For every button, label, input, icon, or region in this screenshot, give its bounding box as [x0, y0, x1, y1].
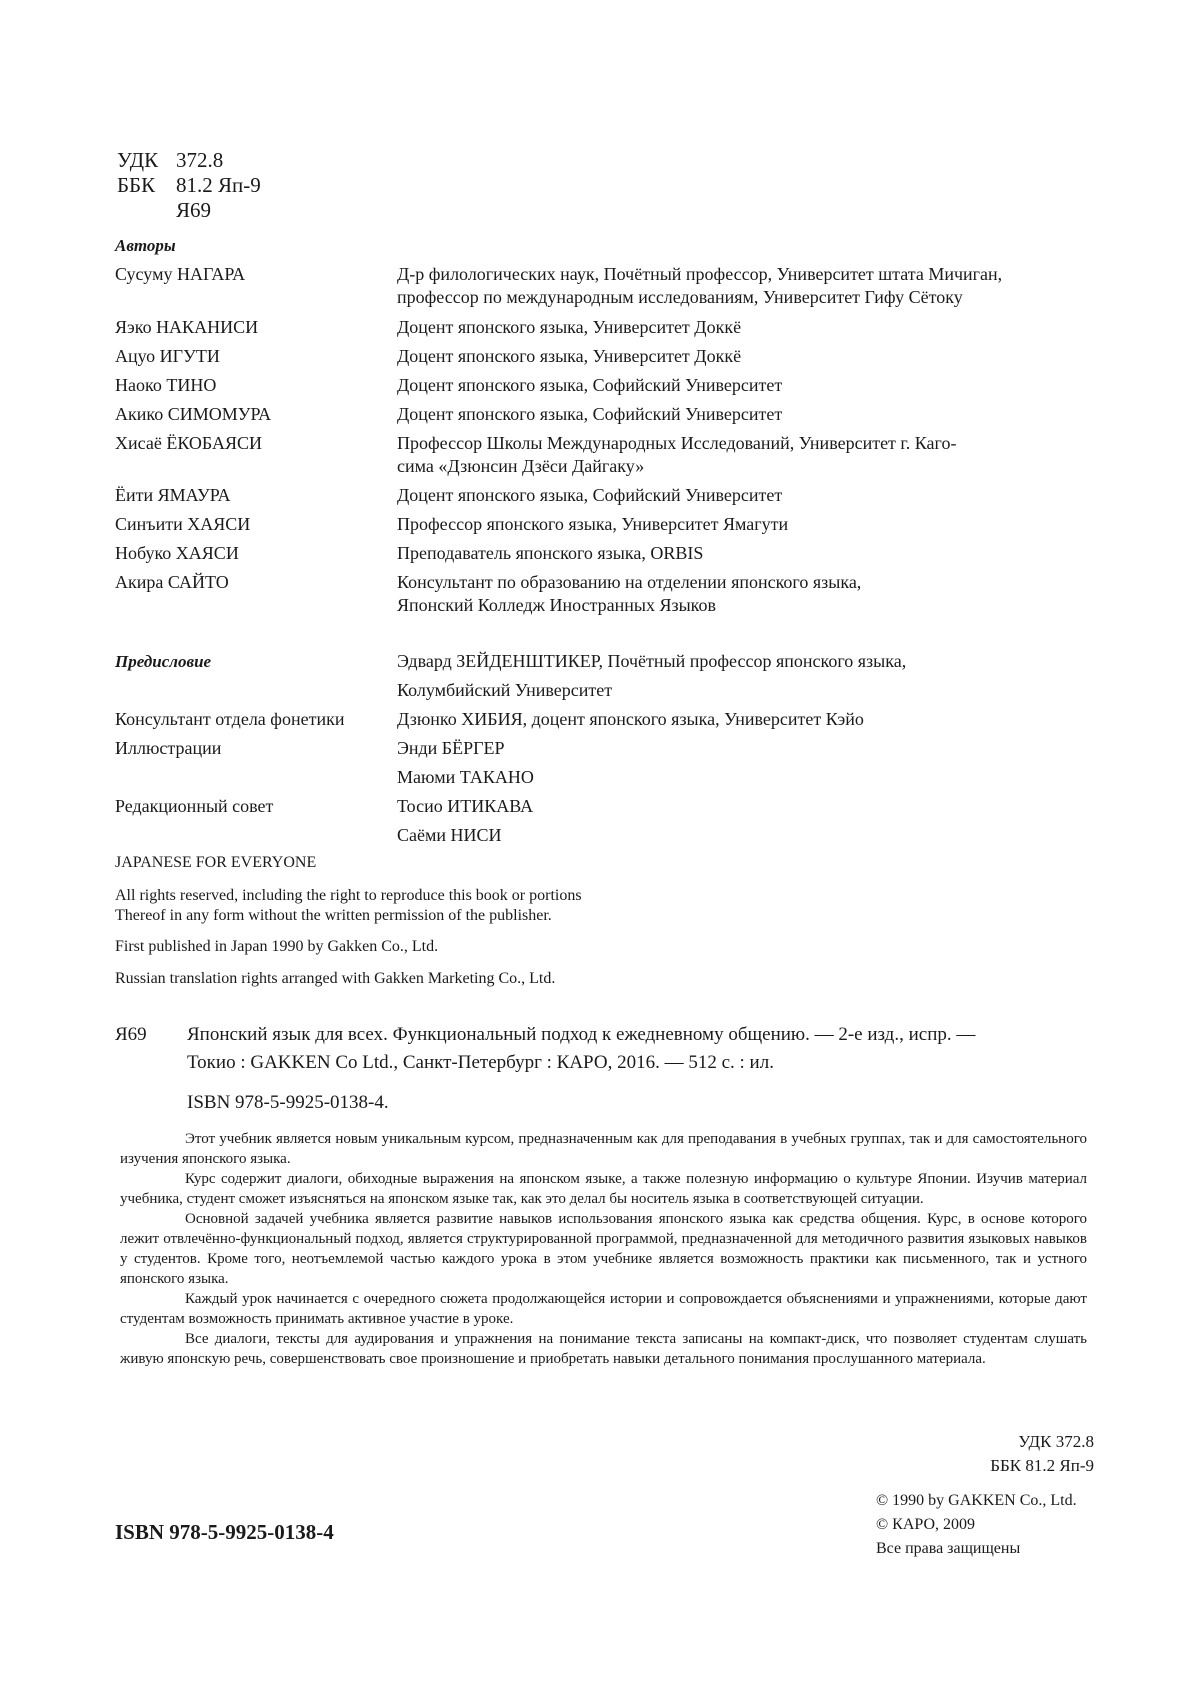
bibliography-line	[115, 1022, 975, 1048]
author-name: Синъити ХАЯСИ	[115, 514, 251, 534]
author-name: Ацуо ИГУТИ	[115, 346, 220, 366]
author-mark-row	[117, 198, 261, 223]
illustrations-role: Иллюстрации	[115, 738, 222, 758]
bibliography-imprint: Токио : GAKKEN Co Ltd., Санкт-Петербург : КАРО, 2016. — 512 с. : ил.	[187, 1052, 774, 1073]
abstract-paragraph: Этот учебник является новым уникальным курсом, предназначенным как для преподавания в учебных группах, так и для самостоятельного изучения японского языка.	[120, 1131, 1087, 1167]
author-affiliation: Японский Колледж Иностранных Языков	[397, 595, 716, 615]
foreword-affiliation: Колумбийский Университет	[397, 680, 613, 700]
first-published: First published in Japan 1990 by Gakken Co., Ltd.	[115, 938, 439, 955]
rights-line: All rights reserved, including the right to reproduce this book or portions	[115, 887, 582, 904]
author-affiliation: сима «Дзюнсин Дзёси Дайгаку»	[397, 456, 645, 476]
author-name: Акико СИМОМУРА	[115, 404, 272, 424]
bibliography-isbn: ISBN 978-5-9925-0138-4.	[187, 1092, 389, 1113]
author-affiliation: Доцент японского языка, Софийский Университет	[397, 404, 783, 424]
bottom-classification	[990, 1430, 1094, 1478]
author-affiliation: Доцент японского языка, Университет Доккё	[397, 346, 742, 366]
illustrator-name: Энди БЁРГЕР	[397, 738, 505, 758]
abstract	[120, 1129, 1087, 1369]
udk-row	[117, 148, 261, 173]
abstract-paragraph: Курс содержит диалоги, обиходные выражения на японском языке, а также полезную информацию о культуре Японии. Изучив материал учебника, студент сможет изъясняться на японском языке так, как это делал бы носитель языка в соответствующей ситуации.	[120, 1171, 1087, 1207]
bbk-label: ББК	[117, 173, 156, 197]
bibliography-title: Японский язык для всех. Функциональный подход к ежедневному общению. — 2-е изд., испр. —	[187, 1024, 976, 1045]
editorial-member: Тосио ИТИКАВА	[397, 796, 534, 816]
author-name: Сусуму НАГАРА	[115, 264, 246, 284]
author-name: Нобуко ХАЯСИ	[115, 543, 239, 563]
phonetics-value: Дзюнко ХИБИЯ, доцент японского языка, Университет Кэйо	[397, 709, 864, 729]
translation-rights: Russian translation rights arranged with Gakken Marketing Co., Ltd.	[115, 970, 556, 987]
author-affiliation: Консультант по образованию на отделении японского языка,	[397, 572, 862, 592]
foreword-title: Предисловие	[115, 652, 212, 671]
udk-value: 372.8	[176, 148, 224, 172]
author-mark: Я69	[176, 198, 212, 222]
illustrator-name: Маюми ТАКАНО	[397, 767, 534, 787]
author-name: Ёити ЯМАУРА	[115, 485, 231, 505]
author-affiliation: Профессор Школы Международных Исследований, Университет г. Каго-	[397, 433, 957, 453]
authors-title: Авторы	[115, 236, 176, 255]
abstract-paragraph: Основной задачей учебника является развитие навыков использования японского языка как средства общения. Курс, в основе которого лежит отвлечённо-функциональный подход, является структурированной программой, предназначенной для методичного развития языковых навыков у студентов. Кроме того, неотъемлемой частью каждого урока в этом учебнике является возможность практики как письменного, так и устного японского языка.	[120, 1211, 1087, 1287]
author-name: Акира САЙТО	[115, 572, 229, 592]
copyright-line: Все права защищены	[876, 1540, 1021, 1557]
author-affiliation: Доцент японского языка, Софийский Университет	[397, 485, 783, 505]
author-affiliation: Преподаватель японского языка, ORBIS	[397, 543, 704, 563]
classification-block	[117, 148, 261, 223]
bbk-value: 81.2 Яп-9	[176, 173, 261, 197]
author-name: Хисаё ЁКОБАЯСИ	[115, 433, 262, 453]
phonetics-role: Консультант отдела фонетики	[115, 709, 345, 729]
copyright-block	[876, 1489, 1077, 1561]
udk-label: УДК	[117, 148, 159, 172]
copyright-line: © КАРО, 2009	[876, 1516, 976, 1533]
author-name: Яэко НАКАНИСИ	[115, 317, 259, 337]
english-title: JAPANESE FOR EVERYONE	[115, 854, 317, 871]
abstract-paragraph: Каждый урок начинается с очередного сюжета продолжающейся истории и сопровождается объяснениями и упражнениями, которые дают студентам возможность принимать активное участие в уроке.	[120, 1291, 1087, 1327]
bottom-udk: УДК 372.8	[1018, 1432, 1094, 1451]
author-affiliation: Д-р филологических наук, Почётный профессор, Университет штата Мичиган,	[397, 264, 1003, 284]
bottom-bbk: ББК 81.2 Яп-9	[990, 1456, 1094, 1475]
bibliography-code: Я69	[115, 1024, 147, 1045]
author-affiliation: профессор по международным исследованиям, Университет Гифу Сётоку	[397, 287, 963, 307]
foreword-author: Эдвард ЗЕЙДЕНШТИКЕР, Почётный профессор японского языка,	[397, 651, 907, 671]
author-affiliation: Доцент японского языка, Университет Доккё	[397, 317, 742, 337]
abstract-paragraph: Все диалоги, тексты для аудирования и упражнения на понимание текста записаны на компакт-диск, что позволяет студентам слушать живую японскую речь, совершенствовать свое произношение и приобретать навыки детального понимания прослушанного материала.	[120, 1331, 1087, 1367]
isbn-bold: ISBN 978-5-9925-0138-4	[115, 1520, 334, 1544]
rights-line: Thereof in any form without the written permission of the publisher.	[115, 907, 552, 924]
author-affiliation: Доцент японского языка, Софийский Университет	[397, 375, 783, 395]
author-affiliation: Профессор японского языка, Университет Ямагути	[397, 514, 789, 534]
author-name: Наоко ТИНО	[115, 375, 217, 395]
editorial-role: Редакционный совет	[115, 796, 274, 816]
copyright-line: © 1990 by GAKKEN Co., Ltd.	[876, 1492, 1077, 1509]
bbk-row	[117, 173, 261, 198]
editorial-member: Саёми НИСИ	[397, 825, 502, 845]
